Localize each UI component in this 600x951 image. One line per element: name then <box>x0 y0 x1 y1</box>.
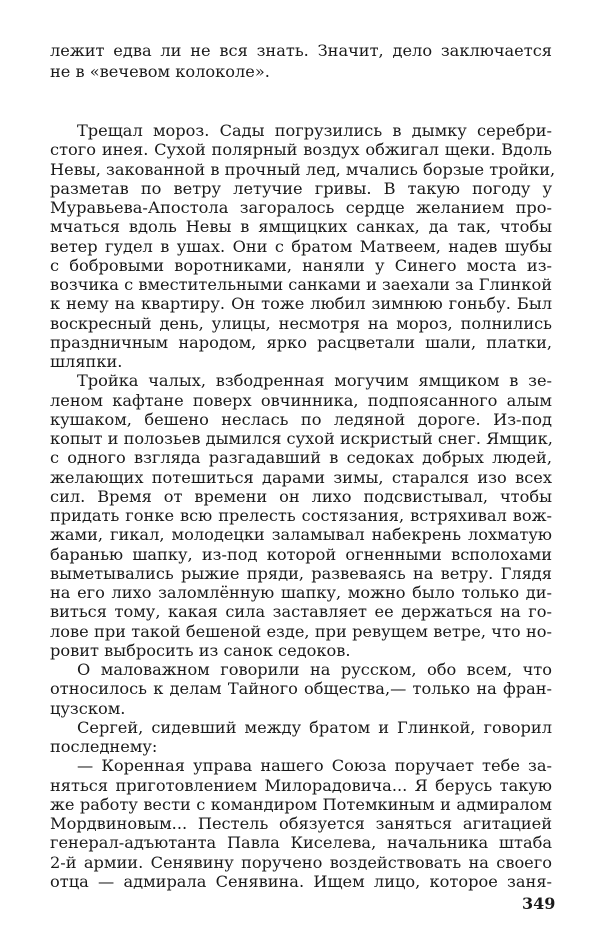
text-line: цузском. <box>50 699 126 718</box>
text-line: сил. Время от времени он лихо подсвистывал, чтобы <box>50 487 552 506</box>
text-line: последнему: <box>50 737 158 756</box>
text-line: Мордвиновым... Пестель обязуется заняться агитацией <box>50 814 552 833</box>
text-line: Невы, закованной в прочный лед, мчались борзые тройки, <box>50 160 556 179</box>
text-line: желающих потешиться дарами зимы, старался изо всех <box>50 468 552 487</box>
text-line: разметав по ветру летучие гривы. В такую погоду у <box>50 179 552 198</box>
text-line: праздничным народом, ярко расцветали шали, платки, <box>50 333 552 352</box>
text-line: Муравьева-Апостола загоралось сердце желанием про- <box>50 198 552 217</box>
text-line: возчика с вместительными санками и заехали за Глинкой <box>50 275 552 294</box>
text-line: же работу вести с командиром Потемкиным и адмиралом <box>50 795 552 814</box>
text-line: кушаком, бешено неслась по ледяной дороге. Из-под <box>50 410 552 429</box>
text-line: шляпки. <box>50 352 123 371</box>
text-line: с бобровыми воротниками, наняли у Синего моста из- <box>50 256 552 275</box>
text-line: ровит выбросить из санок седоков. <box>50 641 351 660</box>
text-line: 2-й армии. Сенявину поручено воздействовать на своего <box>50 853 552 872</box>
text-line: Трещал мороз. Сады погрузились в дымку серебри- <box>77 121 552 140</box>
text-line: мчаться вдоль Невы в ямщицких санках, да так, чтобы <box>50 217 552 236</box>
text-line: няться приготовлением Милорадовича... Я берусь такую <box>50 776 552 795</box>
text-line: леном кафтане поверх овчинника, подпоясанного алым <box>50 391 552 410</box>
text-line: виться тому, какая сила заставляет ее держаться на го- <box>50 602 552 621</box>
text-line: воскресный день, улицы, несмотря на мороз, полнились <box>50 314 552 333</box>
text-line: баранью шапку, из-под которой огненными всполохами <box>50 545 552 564</box>
text-line: отца — адмирала Сенявина. Ищем лицо, которое заня- <box>50 872 552 891</box>
text-line: придать гонке всю прелесть состязания, встряхивал вож- <box>50 506 552 525</box>
text-line: Сергей, сидевший между братом и Глинкой, говорил <box>77 718 552 737</box>
text-line: жами, гикал, молодецки заламывал набекрень лохматую <box>50 525 552 544</box>
text-line: не в «вечевом колоколе». <box>50 62 270 81</box>
page-number: 349 <box>522 894 556 913</box>
text-line: Тройка чалых, взбодренная могучим ямщиком в зе- <box>77 371 552 390</box>
text-line: стого инея. Сухой полярный воздух обжигал щеки. Вдоль <box>50 140 552 159</box>
text-line: генерал-адъютанта Павла Киселева, начальника штаба <box>50 833 552 852</box>
text-line: лове при такой бешеной езде, при ревущем ветре, что но- <box>50 622 552 641</box>
text-line: копыт и полозьев дымился сухой искристый снег. Ямщик, <box>50 429 553 448</box>
text-line: с одного взгляда разгадавший в седоках добрых людей, <box>50 448 552 467</box>
text-line: относилось к делам Тайного общества,— только на фран- <box>50 679 552 698</box>
text-line: ветер гудел в ушах. Они с братом Матвеем, надев шубы <box>50 237 552 256</box>
text-line: выметывались рыжие пряди, развеваясь на ветру. Глядя <box>50 564 552 583</box>
text-line: к нему на квартиру. Он тоже любил зимнюю гоньбу. Был <box>50 294 552 313</box>
text-line: на его лихо заломлённую шапку, можно было только ди- <box>50 583 552 602</box>
text-line: лежит едва ли не вся знать. Значит, дело заключается <box>50 41 552 60</box>
text-line: — Коренная управа нашего Союза поручает тебе за- <box>77 756 552 775</box>
text-line: О маловажном говорили на русском, обо всем, что <box>77 660 552 679</box>
